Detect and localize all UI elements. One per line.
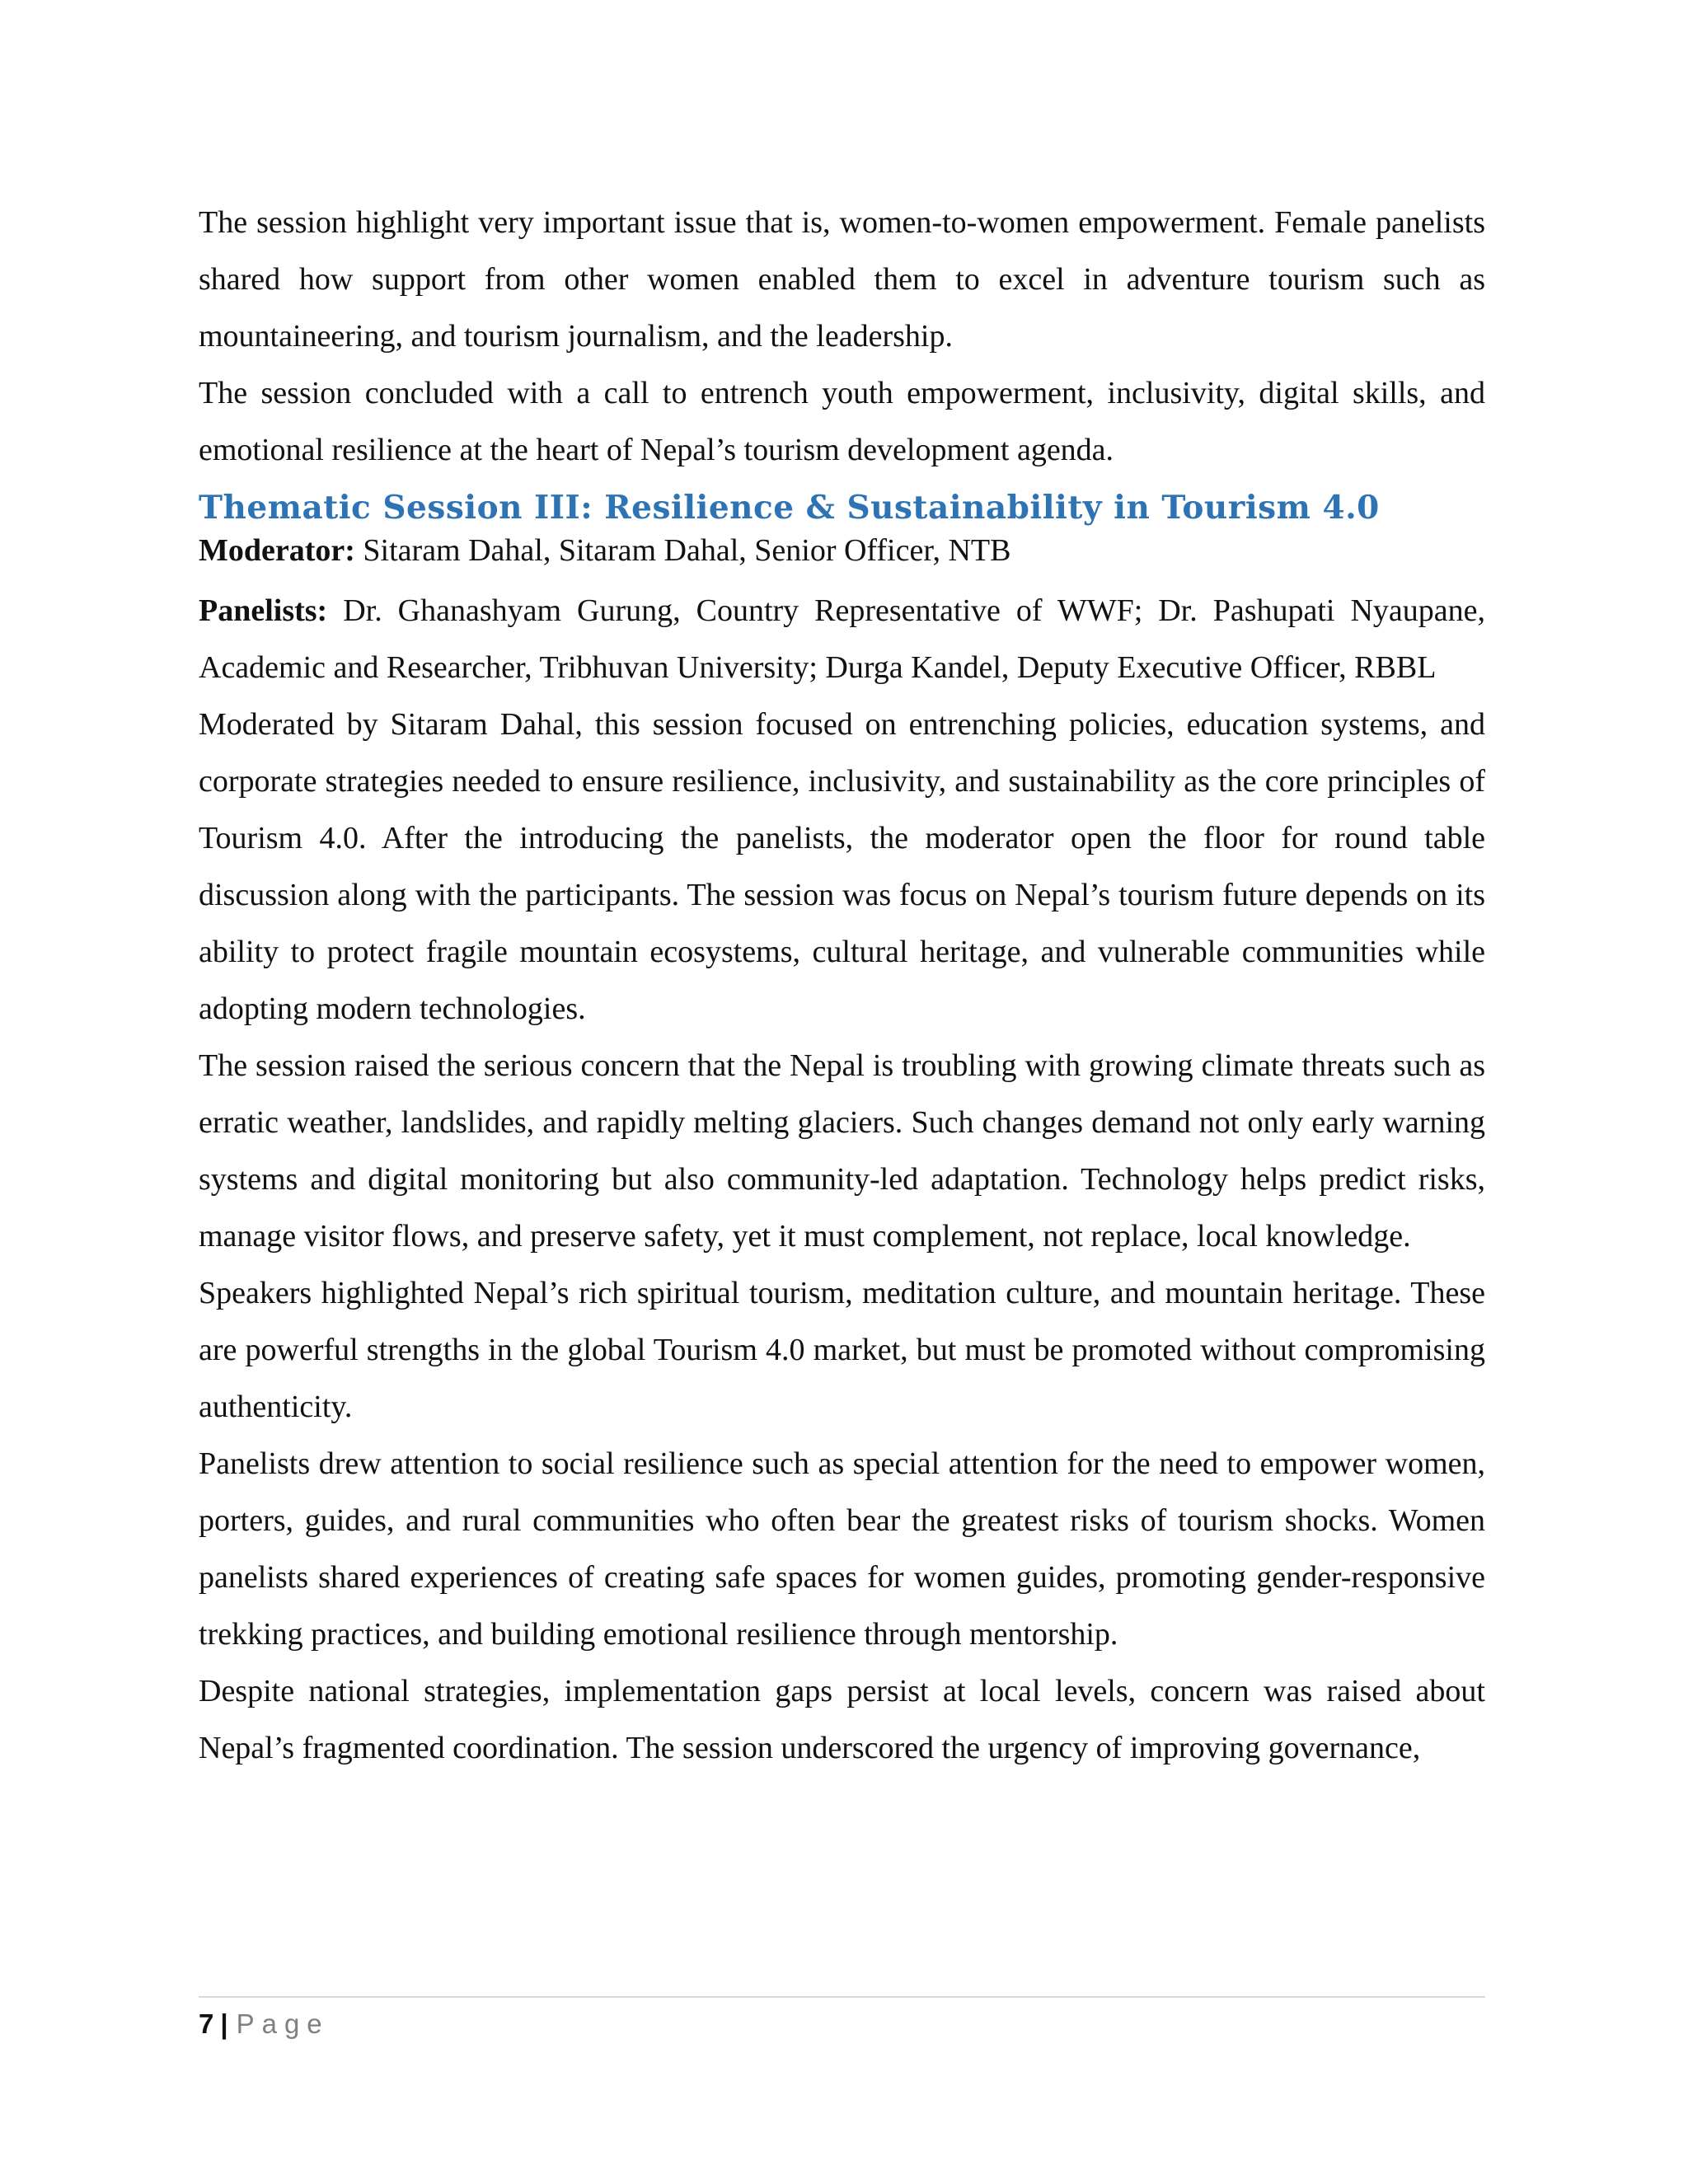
page-footer: [199, 2006, 330, 2042]
body-paragraph-spiritual-tourism: Speakers highlighted Nepal’s rich spiritual tourism, meditation culture, and mountain heritage. These are powerful strengths in the global Tourism 4.0 market, but must be promoted without compromising authenticity.: [199, 1276, 1485, 1424]
body-paragraph-social-resilience: Panelists drew attention to social resilience such as special attention for the need to empower women, porters, guides, and rural communities who often bear the greatest risks of tourism shocks. Women panelists shared experiences of creating safe spaces for women guides, promoting gender-responsive trekking practices, and building emotional resilience through mentorship.: [199, 1446, 1485, 1652]
body-paragraph-session-conclusion: The session concluded with a call to entrench youth empowerment, inclusivity, digital skills, and emotional resilience at the heart of Nepal’s tourism development agenda.: [199, 376, 1485, 467]
page-content: [199, 194, 1485, 1777]
body-paragraph-implementation-gaps: Despite national strategies, implementation gaps persist at local levels, concern was raised about Nepal’s fragmented coordination. The session underscored the urgency of improving governance,: [199, 1674, 1485, 1765]
page-word: Page: [236, 2008, 330, 2039]
moderator-label: Moderator:: [199, 533, 355, 568]
body-paragraph-session-focus: Moderated by Sitaram Dahal, this session focused on entrenching policies, education systems, and corporate strategies needed to ensure resilience, inclusivity, and sustainability as the core principles of Tourism 4.0. After the introducing the panelists, the moderator open the floor for round table discussion along with the participants. The session was focus on Nepal’s tourism future depends on its ability to protect fragile mountain ecosystems, cultural heritage, and vulnerable communities while adopting modern technologies.: [199, 707, 1485, 1026]
body-paragraph-women-empowerment: The session highlight very important issue that is, women-to-women empowerment. Female panelists shared how support from other women enabled them to excel in adventure tourism such as mountaineering, and tourism journalism, and the leadership.: [199, 205, 1485, 354]
panelists-line: [199, 583, 1485, 696]
moderator-text: Sitaram Dahal, Sitaram Dahal, Senior Officer, NTB: [354, 533, 1011, 568]
panelists-label: Panelists:: [199, 593, 328, 628]
body-paragraph-climate-threats: The session raised the serious concern that the Nepal is troubling with growing climate threats such as erratic weather, landslides, and rapidly melting glaciers. Such changes demand not only early warning systems and digital monitoring but also community-led adaptation. Technology helps predict risks, manage visitor flows, and preserve safety, yet it must complement, not replace, local knowledge.: [199, 1048, 1485, 1254]
footer-separator: |: [220, 2008, 228, 2039]
panelists-text: Dr. Ghanashyam Gurung, Country Representative of WWF; Dr. Pashupati Nyaupane, Academic and Researcher, Tribhuvan University; Durga Kandel, Deputy Executive Officer, RBBL: [199, 593, 1485, 685]
section-heading: Thematic Session III: Resilience & Sustainability in Tourism 4.0: [199, 489, 1380, 527]
page-number: 7: [199, 2008, 214, 2039]
moderator-line: [199, 530, 1485, 571]
footer-divider: [199, 1996, 1485, 1998]
